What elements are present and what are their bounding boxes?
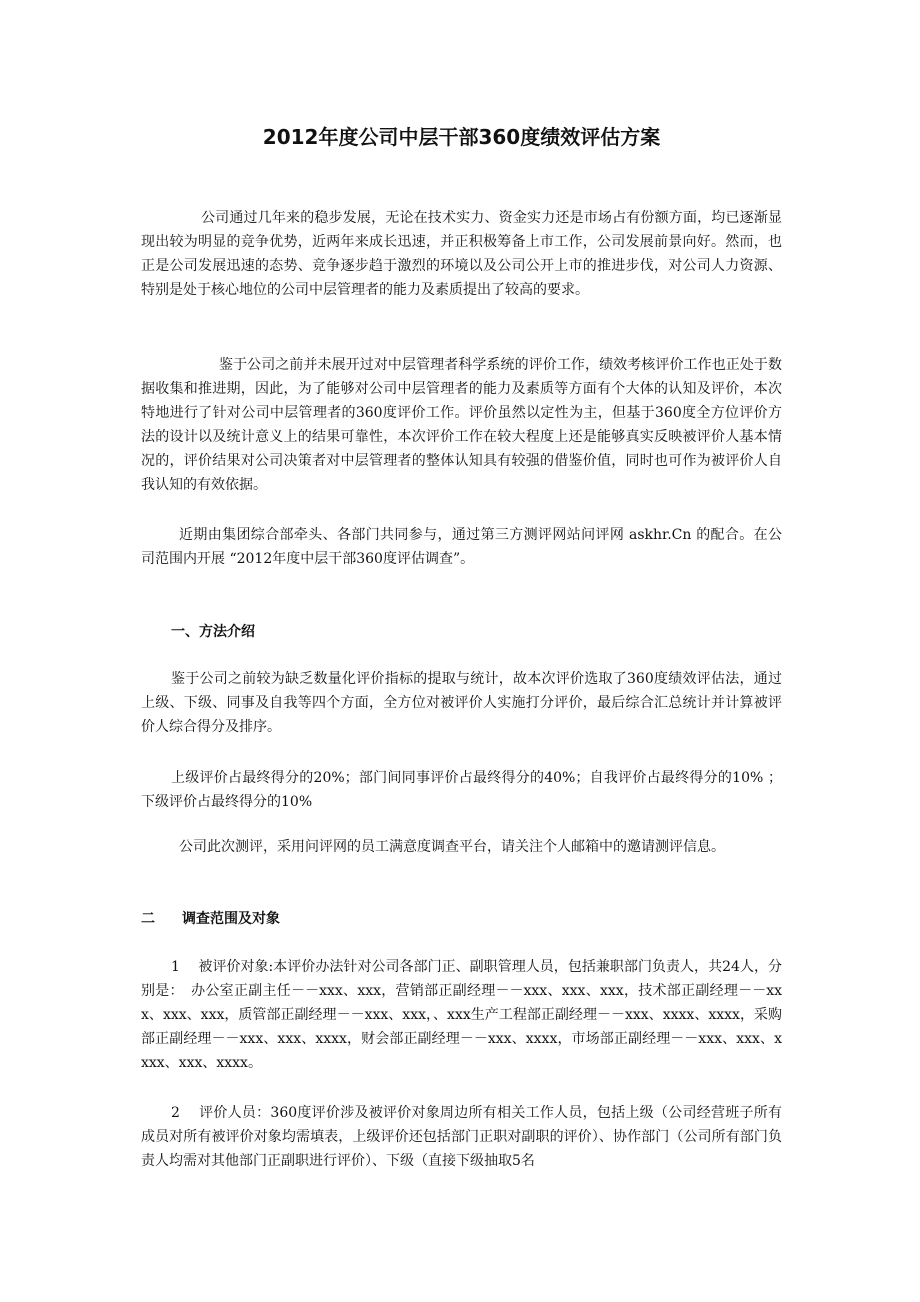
evaluatee-paragraph: 1 被评价对象:本评价办法针对公司各部门正、副职管理人员，包括兼职部门负责人，共24人，分别是： 办公室正副主任－－xxx、xxx，营销部正副经理－－xxx、xxx、xxx，技术部正副经理－－xxx、xxx、xxx，质管部正副经理－－xxx、xxx，、xxx生产工程部正副经理－－xxx、xxxx、xxxx，采购部正副经理－－xxx、xxx、xxxx，财会部正副经理－－xxx、xxxx，市场部正副经理－－xxx、xxx、xxxx、xxx、xxxx。 xyxy=(141,959,782,1071)
weight-paragraph: 上级评价占最终得分的20%；部门间同事评价占最终得分的40%；自我评价占最终得分的10% ；下级评价占最终得分的10% xyxy=(141,770,782,810)
section-1-heading: 一、方法介绍 xyxy=(171,624,255,640)
document-title: 2012年度公司中层干部360度绩效评估方案 xyxy=(262,125,661,149)
evaluator-paragraph: 2 评价人员：360度评价涉及被评价对象周边所有相关工作人员，包括上级（公司经营班子所有成员对所有被评价对象均需填表，上级评价还包括部门正职对副职的评价）、协作部门（公司所有部门负责人均需对其他部门正副职进行评价）、下级（直接下级抽取5名 xyxy=(141,1105,782,1169)
section-2-title: 调查范围及对象 xyxy=(182,911,280,927)
platform-paragraph: 公司此次测评，采用问评网的员工满意度调查平台，请关注个人邮箱中的邀请测评信息。 xyxy=(179,839,725,855)
section-2-number: 二 xyxy=(141,911,155,927)
intro-paragraph-2: 鉴于公司之前并未展开过对中层管理者科学系统的评价工作，绩效考核评价工作也正处于数据收集和推进期，因此，为了能够对公司中层管理者的能力及素质等方面有个大体的认知及评价，本次特地进行了针对公司中层管理者的360度评价工作。评价虽然以定性为主，但基于360度全方位评价方法的设计以及统计意义上的结果可靠性，本次评价工作在较大程度上还是能够真实反映被评价人基本情况的，评价结果对公司决策者对中层管理者的整体认知具有较强的借鉴价值，同时也可作为被评价人自我认知的有效依据。 xyxy=(141,357,782,493)
intro-paragraph-3: 近期由集团综合部牵头、各部门共同参与，通过第三方测评网站问评网 askhr.Cn 的配合。在公司范围内开展 “2012年度中层干部360度评估调查”。 xyxy=(141,527,782,567)
method-paragraph: 鉴于公司之前较为缺乏数量化评价指标的提取与统计，故本次评价选取了360度绩效评估法，通过上级、下级、同事及自我等四个方面，全方位对被评价人实施打分评价，最后综合汇总统计并计算被评价人综合得分及排序。 xyxy=(141,671,782,735)
intro-paragraph-1: 公司通过几年来的稳步发展，无论在技术实力、资金实力还是市场占有份额方面，均已逐渐显现出较为明显的竞争优势，近两年来成长迅速，并正积极筹备上市工作，公司发展前景向好。然而，也正是公司发展迅速的态势、竞争逐步趋于激烈的环境以及公司公开上市的推进步伐，对公司人力资源、特别是处于核心地位的公司中层管理者的能力及素质提出了较高的要求。 xyxy=(141,210,782,298)
section-2-heading xyxy=(141,907,782,931)
